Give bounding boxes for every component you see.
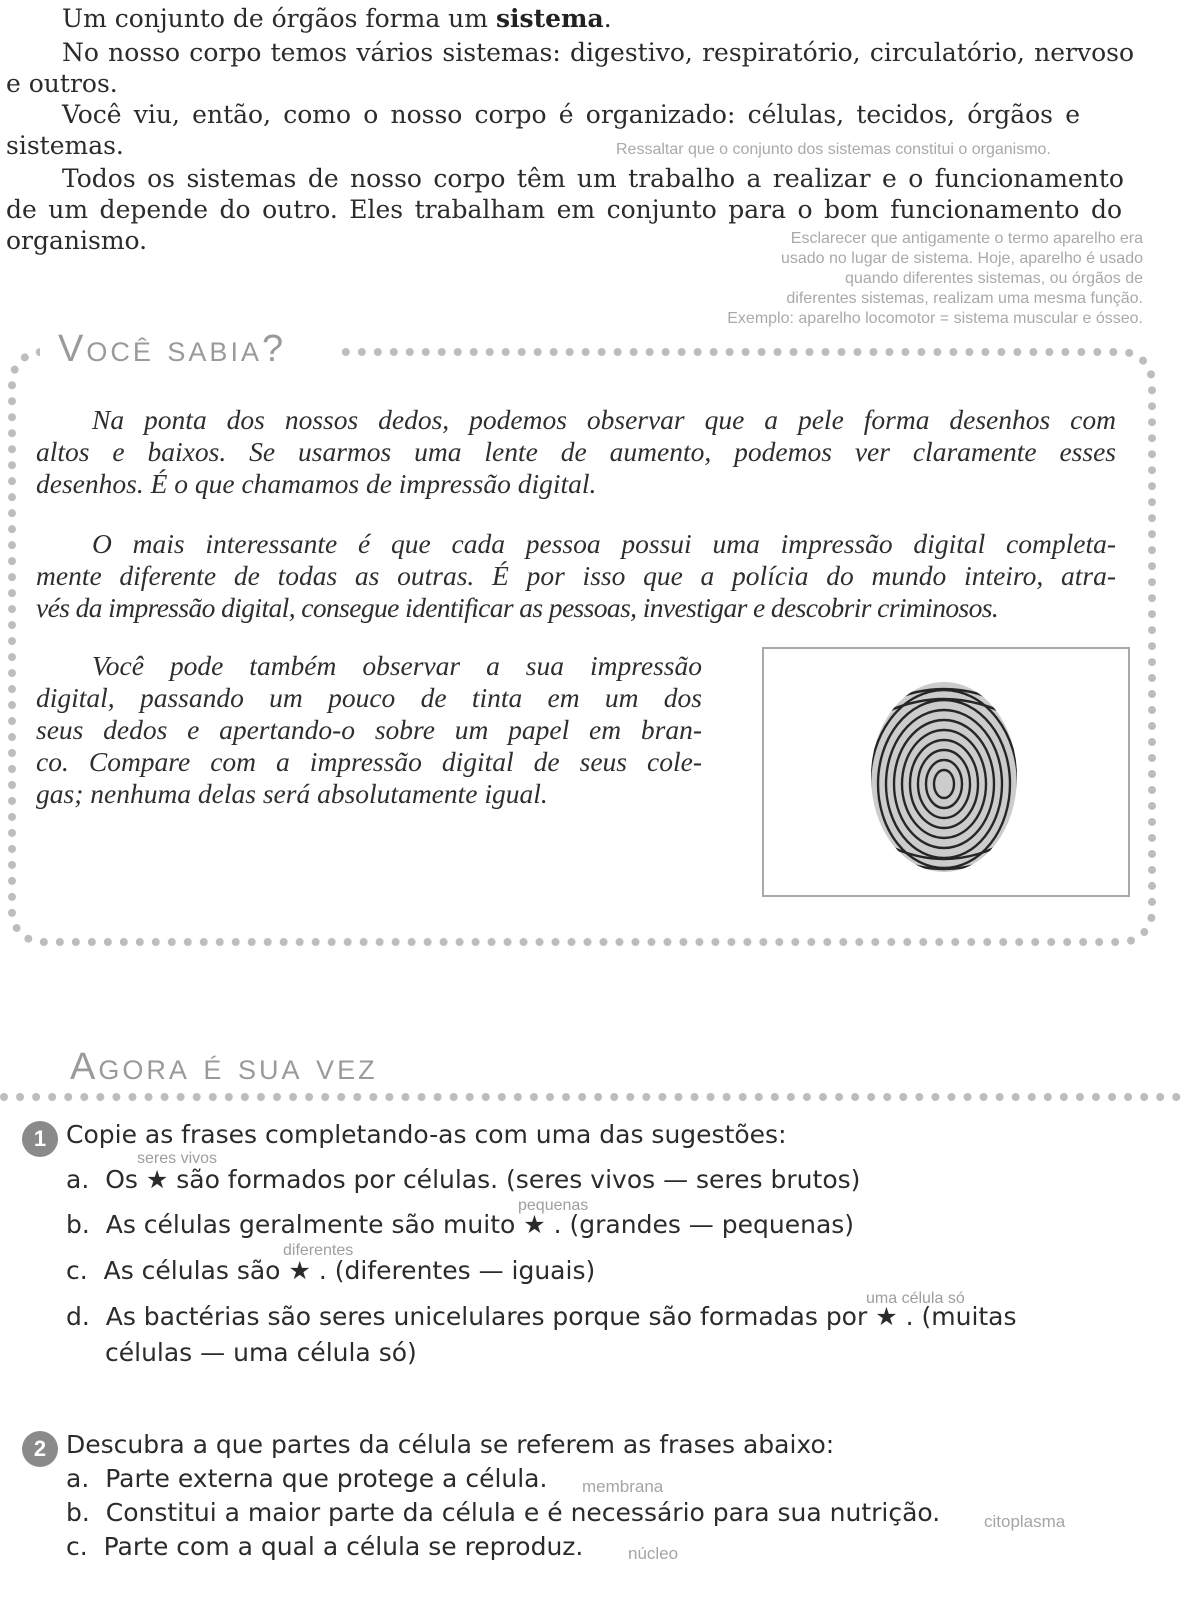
q1b-item — [66, 1210, 854, 1239]
intro-text: . — [603, 4, 612, 33]
q1-prompt: Copie as frases completando-as com uma das sugestões: — [66, 1120, 787, 1149]
star-icon: ★ — [875, 1302, 898, 1331]
note-line: diferentes sistemas, realizam uma mesma função. — [786, 290, 1143, 307]
item-label: b. — [66, 1498, 90, 1527]
q2a-answer: membrana — [582, 1477, 664, 1496]
star-icon: ★ — [523, 1210, 546, 1239]
item-label: b. — [66, 1210, 90, 1239]
star-icon: ★ — [288, 1256, 311, 1285]
question-number-1: 1 — [22, 1121, 58, 1157]
intro-line-7: de um depende do outro. Eles trabalham em conjunto para o bom funcionamento do — [6, 195, 1122, 224]
box-para3-line2: digital, passando um pouco de tinta em um dos — [36, 682, 702, 713]
fingerprint-image-frame — [762, 647, 1130, 897]
box-para3-line5: gas; nenhuma delas será absolutamente igual. — [36, 778, 548, 809]
box-para2-line3: vés da impressão digital, consegue identificar as pessoas, investigar e descobrir criminosos. — [36, 592, 999, 623]
box-para1-line2: altos e baixos. Se usarmos uma lente de aumento, podemos ver claramente esses — [36, 436, 1116, 467]
activity-title: Agora é sua vez — [70, 1046, 378, 1088]
question-number-2: 2 — [22, 1431, 58, 1467]
intro-line-5: sistemas. — [6, 131, 124, 160]
item-text: As bactérias são seres unicelulares porque são formadas por — [105, 1302, 868, 1331]
item-label: c. — [66, 1532, 88, 1561]
teacher-note-organismo: Ressaltar que o conjunto dos sistemas constitui o organismo. — [616, 141, 1051, 158]
did-you-know-title: Você sabia? — [58, 328, 287, 370]
box-para1-line1: Na ponta dos nossos dedos, podemos observar que a pele forma desenhos com — [92, 404, 1116, 435]
item-text: Os — [105, 1165, 138, 1194]
section-divider — [0, 1093, 1181, 1101]
fingerprint-icon — [764, 649, 1128, 895]
item-text: Parte com a qual a célula se reproduz. — [103, 1532, 584, 1561]
item-label: a. — [66, 1165, 90, 1194]
bold-term-sistema: sistema — [495, 4, 604, 33]
q1a-answer: seres vivos — [137, 1150, 218, 1167]
item-text: Parte externa que protege a célula. — [105, 1464, 548, 1493]
box-para3-line1: Você pode também observar a sua impressão — [92, 650, 702, 681]
intro-line-4: Você viu, então, como o nosso corpo é organizado: células, tecidos, órgãos e — [62, 100, 1080, 129]
item-text: As células geralmente são muito — [105, 1210, 516, 1239]
q1c-item — [66, 1256, 595, 1285]
item-label: a. — [66, 1464, 90, 1493]
note-line: usado no lugar de sistema. Hoje, aparelho é usado — [780, 250, 1143, 267]
intro-text: Um conjunto de órgãos forma um — [62, 4, 496, 33]
box-para3-line4: co. Compare com a impressão digital de seus cole- — [36, 746, 702, 777]
item-text: . (diferentes — iguais) — [318, 1256, 596, 1285]
q1d-item-continued: células — uma célula só) — [105, 1338, 417, 1367]
intro-line-3: e outros. — [6, 69, 118, 98]
note-line: Esclarecer que antigamente o termo aparelho era — [790, 230, 1143, 247]
q2c-answer: núcleo — [628, 1544, 679, 1563]
item-text: . (grandes — pequenas) — [553, 1210, 855, 1239]
note-line: Exemplo: aparelho locomotor = sistema muscular e ósseo. — [727, 310, 1143, 327]
q2c-item — [66, 1532, 583, 1561]
q2b-answer: citoplasma — [984, 1512, 1066, 1531]
box-para1-line3: desenhos. É o que chamamos de impressão digital. — [36, 468, 597, 499]
intro-line-8: organismo. — [6, 226, 148, 255]
q1b-answer: pequenas — [518, 1197, 589, 1214]
item-text: são formados por células. (seres vivos — seres brutos) — [176, 1165, 861, 1194]
q1d-answer: uma célula só — [866, 1290, 965, 1307]
box-para3-line3: seus dedos e apertando-o sobre um papel em bran- — [36, 714, 702, 745]
q2a-item — [66, 1464, 547, 1493]
q2-prompt: Descubra a que partes da célula se referem as frases abaixo: — [66, 1430, 835, 1459]
box-para2-line1: O mais interessante é que cada pessoa possui uma impressão digital completa- — [92, 528, 1116, 559]
item-text: As células são — [103, 1256, 281, 1285]
item-label: c. — [66, 1256, 88, 1285]
q1c-answer: diferentes — [283, 1242, 354, 1259]
teacher-note-aparelho — [727, 229, 1143, 329]
q2b-item — [66, 1498, 940, 1527]
star-icon: ★ — [145, 1165, 169, 1194]
box-para2-line2: mente diferente de todas as outras. É por isso que a polícia do mundo inteiro, atra- — [36, 560, 1116, 591]
intro-line-2: No nosso corpo temos vários sistemas: digestivo, respiratório, circulatório, nervoso — [62, 38, 1134, 67]
note-line: quando diferentes sistemas, ou órgãos de — [845, 270, 1143, 287]
intro-line-6: Todos os sistemas de nosso corpo têm um trabalho a realizar e o funcionamento — [62, 164, 1124, 193]
item-text: Constitui a maior parte da célula e é necessário para sua nutrição. — [105, 1498, 941, 1527]
intro-line-1 — [62, 4, 612, 33]
item-text: . (muitas — [905, 1302, 1017, 1331]
item-label: d. — [66, 1302, 90, 1331]
q1d-item — [66, 1302, 1017, 1331]
q1a-item — [66, 1165, 860, 1194]
